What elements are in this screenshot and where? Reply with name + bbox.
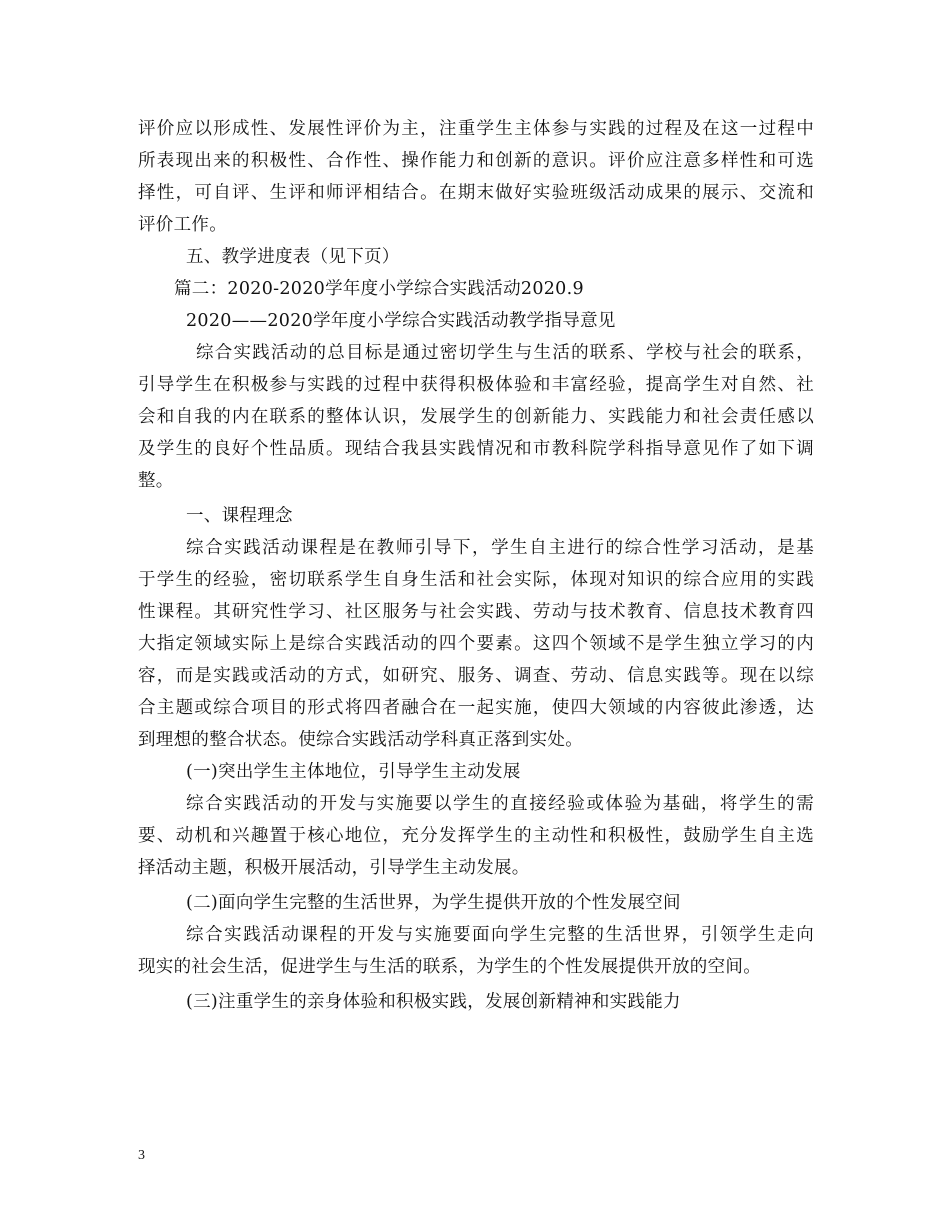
body-line: 于学生的经验，密切联系学生自身生活和社会实际，体现对知识的综合应用的实践 xyxy=(138,570,814,590)
section-heading: 一、课程理念 xyxy=(186,506,293,526)
body-line: 所表现出来的积极性、合作性、操作能力和创新的意识。评价应注意多样性和可选 xyxy=(138,151,814,171)
body-line: 现实的社会生活，促进学生与生活的联系，为学生的个性发展提供开放的空间。 xyxy=(138,957,761,977)
body-line: 引导学生在积极参与实践的过程中获得积极体验和丰富经验，提高学生对自然、社 xyxy=(138,375,814,395)
subsection-heading: (一)突出学生主体地位，引导学生主动发展 xyxy=(186,762,521,782)
body-line: 大指定领域实际上是综合实践活动的四个要素。这四个领域不是学生独立学习的内 xyxy=(138,634,814,654)
page-number: 3 xyxy=(138,1148,145,1163)
body-line: 综合实践活动的总目标是通过密切学生与生活的联系、学校与社会的联系， xyxy=(196,343,814,363)
body-line: 容，而是实践或活动的方式，如研究、服务、调查、劳动、信息实践等。现在以综 xyxy=(138,666,814,686)
body-line: 择活动主题，积极开展活动，引导学生主动发展。 xyxy=(138,858,530,878)
article-heading: 篇二：2020-2020学年度小学综合实践活动2020.9 xyxy=(174,279,584,299)
body-line: 综合实践活动课程是在教师引导下，学生自主进行的综合性学习活动，是基 xyxy=(186,538,814,558)
body-line: 评价应以形成性、发展性评价为主，注重学生主体参与实践的过程及在这一过程中 xyxy=(138,119,814,139)
body-line: 整。 xyxy=(138,471,174,491)
subsection-heading: (二)面向学生完整的生活世界，为学生提供开放的个性发展空间 xyxy=(186,893,681,913)
section-heading: 五、教学进度表（见下页） xyxy=(186,247,400,267)
subsection-heading: (三)注重学生的亲身体验和积极实践，发展创新精神和实践能力 xyxy=(186,992,681,1012)
body-line: 合主题或综合项目的形式将四者融合在一起实施，使四大领域的内容彼此渗透，达 xyxy=(138,698,814,718)
body-line: 要、动机和兴趣置于核心地位，充分发挥学生的主动性和积极性，鼓励学生自主选 xyxy=(138,826,814,846)
body-line: 综合实践活动课程的开发与实施要面向学生完整的生活世界，引领学生走向 xyxy=(186,925,814,945)
article-title: 2020——2020学年度小学综合实践活动教学指导意见 xyxy=(186,311,616,331)
body-line: 及学生的良好个性品质。现结合我县实践情况和市教科院学科指导意见作了如下调 xyxy=(138,439,814,459)
body-line: 到理想的整合状态。使综合实践活动学科真正落到实处。 xyxy=(138,730,583,750)
body-line: 综合实践活动的开发与实施要以学生的直接经验或体验为基础，将学生的需 xyxy=(186,794,814,814)
body-line: 择性，可自评、生评和师评相结合。在期末做好实验班级活动成果的展示、交流和 xyxy=(138,183,814,203)
body-line: 会和自我的内在联系的整体认识，发展学生的创新能力、实践能力和社会责任感以 xyxy=(138,407,814,427)
body-line: 评价工作。 xyxy=(138,215,227,235)
document-body xyxy=(138,113,814,1018)
body-line: 性课程。其研究性学习、社区服务与社会实践、劳动与技术教育、信息技术教育四 xyxy=(138,602,814,622)
